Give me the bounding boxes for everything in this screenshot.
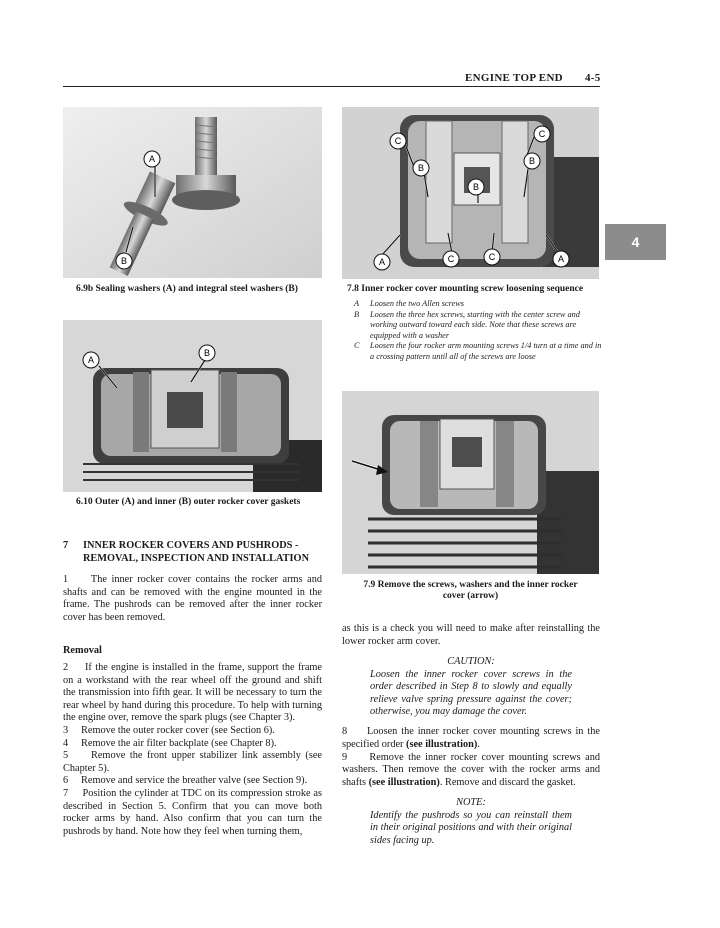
step-9 [342, 751, 603, 790]
fig-6-10-label-a: A [87, 355, 95, 365]
fig-6-9b-label-b: B [120, 256, 128, 266]
photo-sealing-washers [63, 107, 322, 278]
header-page-number: 4-5 [584, 72, 601, 84]
step-8 [342, 726, 603, 751]
legend-text: Loosen the two Allen screws [370, 299, 465, 308]
step-7: 7 Position the cylinder at TDC on its compression stroke as described in Section 5. Confirm that you can move both rocker arms by hand. Also confirm that you can turn the pushrods by hand. Note how they feel when turning them, [63, 787, 325, 837]
caution-title: CAUTION: [447, 656, 495, 668]
header-rule [63, 86, 600, 87]
caution-text: Loosen the inner rocker cover screws in the order described in Step 8 to slowly and equally relieve valve spring pressure against the cover; otherwise, you may damage the cover. [370, 668, 572, 717]
fig-7-8-label-c3: C [447, 254, 455, 264]
step-9-text: 9 Remove the inner rocker cover mounting screws and washers. Then remove the cover with the rocker arms and shafts [342, 751, 603, 788]
fig-7-8-caption: 7.8 Inner rocker cover mounting screw loosening sequence [347, 284, 584, 294]
legend-text: Loosen the three hex screws, starting with the center screw and working outward toward each side. Note that these screws are equipped with a washer [370, 309, 580, 340]
header-section-title: ENGINE TOP END [465, 72, 563, 84]
fig-7-8-label-a2: A [557, 254, 565, 264]
step-2: 2 If the engine is installed in the frame, support the frame on a workstand with the rear wheel off the ground and shift the transmission into fifth gear. It will be necessary to turn the rear wheel by hand during this procedure. To help with turning the engine over, remove the spark plugs (see Chapter 3). [63, 662, 325, 724]
intro-text: 1 The inner rocker cover contains the rocker arms and shafts and can be removed with the engine mounted in the frame. The pushrods can be removed after the inner rocker cover has been removed. [63, 574, 325, 623]
photo-remove-inner-cover [342, 391, 599, 574]
running-header [465, 72, 601, 84]
chapter-tab: 4 [605, 224, 666, 260]
fig-7-9-caption-line2: cover (arrow) [442, 591, 499, 601]
photo-rocker-cover-gaskets [63, 320, 322, 492]
intro-paragraph [63, 574, 325, 624]
section-number: 7 [63, 540, 69, 551]
step-8-end: . [477, 739, 480, 750]
fig-6-9b-label-a: A [148, 154, 156, 164]
step-5: 5 Remove the front upper stabilizer link assembly (see Chapter 5). [63, 750, 325, 774]
step-8-text: 8 Loosen the inner rocker cover mounting screws in the specified order [342, 726, 603, 750]
section-title-line2: REMOVAL, INSPECTION AND INSTALLATION [83, 553, 310, 564]
fig-6-10-label-b: B [203, 348, 211, 358]
step-4: 4 Remove the air filter backplate (see Chapter 8). [63, 737, 277, 749]
removal-heading: Removal [63, 645, 102, 656]
legend-key: B [354, 309, 360, 319]
photo-loosening-sequence [342, 107, 599, 279]
fig-7-8-label-b3: B [472, 182, 480, 192]
fig-7-8-legend [354, 299, 604, 362]
left-steps [63, 662, 325, 838]
fig-7-8-label-c1: C [394, 136, 402, 146]
legend-key: A [354, 299, 360, 308]
fig-6-10-caption: 6.10 Outer (A) and inner (B) outer rocker cover gaskets [76, 497, 301, 507]
section-heading [63, 539, 323, 565]
fig-7-9-caption-line1: 7.9 Remove the screws, washers and the inner rocker [363, 580, 578, 590]
step-8-ref: (see illustration) [406, 739, 478, 750]
legend-row-c [354, 341, 604, 362]
fig-7-8-label-b2: B [528, 156, 536, 166]
fig-7-8-label-c4: C [488, 252, 496, 262]
legend-row-a [354, 299, 604, 310]
legend-row-b [354, 310, 604, 342]
step-9-ref: (see illustration) [368, 776, 440, 788]
fig-7-9-caption [342, 580, 599, 602]
step-6: 6 Remove and service the breather valve (see Section 9). [63, 775, 308, 787]
fig-7-8-label-c2: C [538, 129, 546, 139]
fig-7-8-label-b1: B [417, 163, 425, 173]
right-column-text [342, 623, 603, 847]
legend-key: C [354, 341, 360, 350]
note-text: Identify the pushrods so you can reinstall them in their original positions and with their original sides facing up. [370, 809, 572, 846]
section-title-line1: INNER ROCKER COVERS AND PUSHRODS - [83, 540, 299, 551]
fig-7-8-label-a1: A [378, 257, 386, 267]
step-3: 3 Remove the outer rocker cover (see Section 6). [63, 724, 275, 736]
legend-text: Loosen the four rocker arm mounting screws 1/4 turn at a time and in a crossing pattern until all of the screws are loose [370, 341, 602, 361]
note-title: NOTE: [456, 797, 486, 809]
step-9-end: . Remove and discard the gasket. [439, 776, 576, 788]
fig-6-9b-caption: 6.9b Sealing washers (A) and integral steel washers (B) [76, 284, 298, 294]
continued-text: as this is a check you will need to make after reinstalling the lower rocker arm cover. [342, 623, 600, 647]
